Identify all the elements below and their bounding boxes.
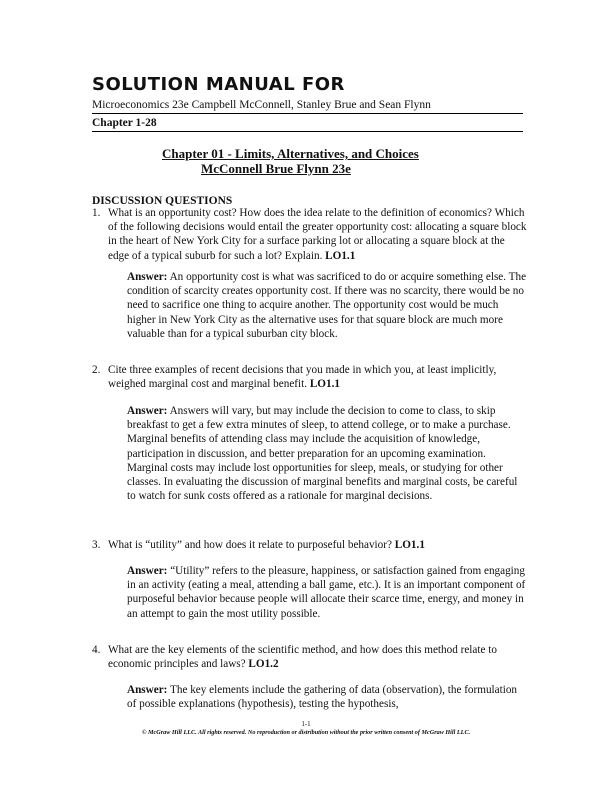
learning-objective: LO1.1 (325, 249, 356, 262)
answer-block (127, 564, 527, 621)
answer-text: Answers will vary, but may include the decision to come to class, to skip breakfast to get a few extra minutes of sleep, to attend college, or to make a purchase. Marginal benefits of attending class may include the acquisition of knowledge, participation in discussion, and better preparation for an upcoming examination. Marginal costs may include lost opportunities for sleep, meals, or studying for other classes. In evaluating the discussion of marginal benefits and marginal costs, be careful to watch for sunk costs offered as a rationale for marginal decisions. (127, 405, 518, 503)
question-number: 2. (92, 364, 101, 376)
chapter-range: Chapter 1-28 (92, 117, 157, 129)
learning-objective: LO1.1 (394, 539, 425, 551)
answer-block (127, 270, 527, 341)
learning-objective: LO1.1 (309, 378, 340, 391)
learning-objective: LO1.2 (248, 658, 279, 671)
section-heading: DISCUSSION QUESTIONS (92, 195, 233, 207)
answer-text: The key elements include the gathering of data (observation), the formulation of possible explanations (hypothesis), testing the hypothesis, (127, 684, 518, 711)
answer-label: Answer: (127, 271, 168, 283)
question-number: 3. (92, 539, 101, 551)
chapter-range-divider (92, 131, 523, 132)
answer-label: Answer: (127, 684, 168, 696)
question-body: What are the key elements of the scientific method, and how does this method relate to economic principles and laws? (108, 644, 497, 671)
chapter-title: Chapter 01 - Limits, Alternatives, and Choices (162, 146, 419, 161)
book-subtitle: Microeconomics 23e Campbell McConnell, Stanley Brue and Sean Flynn (92, 99, 431, 111)
header-divider (92, 113, 523, 114)
copyright-notice: © McGraw Hill LLC. All rights reserved. No reproduction or distribution without the prior written consent of McGraw Hill LLC. (141, 729, 471, 736)
question-number: 4. (92, 644, 101, 656)
question-number: 1. (92, 207, 101, 219)
answer-label: Answer: (127, 405, 168, 417)
question-text (108, 538, 528, 552)
question-text (108, 643, 528, 671)
question-text (108, 363, 528, 391)
answer-block (127, 404, 527, 503)
answer-block (127, 683, 527, 711)
answer-text: An opportunity cost is what was sacrificed to do or acquire something else. The condition of scarcity creates opportunity cost. If there was no scarcity, there would be no need to sacrifice one thing to acquire another. The opportunity cost would be much higher in New York City as the alternative uses for that square block are much more valuable than for a typical suburban city block. (127, 271, 527, 340)
question-body: What is an opportunity cost? How does the idea relate to the definition of economics? Which of the following decisions would entail the greater opportunity cost: allocating a square block in the heart of New York City for a surface parking lot or allocating a square block at the edge of a typical suburb for such a lot? Explain. (108, 207, 527, 262)
solution-manual-banner: SOLUTION MANUAL FOR (92, 74, 345, 95)
answer-label: Answer: (127, 565, 168, 577)
page-number: 1-1 (301, 720, 311, 728)
question-body: What is “utility” and how does it relate to purposeful behavior? (108, 539, 392, 551)
question-text (108, 206, 528, 263)
answer-text: “Utility” refers to the pleasure, happiness, or satisfaction gained from engaging in an activity (eating a meal, attending a ball game, etc.). It is an important component of purposeful behavior because people will allocate their scarce time, energy, and money in an attempt to gain the most utility possible. (127, 565, 526, 620)
question-body: Cite three examples of recent decisions that you made in which you, at least implicitly, weighed marginal cost and marginal benefit. (108, 364, 497, 391)
chapter-authors: McConnell Brue Flynn 23e (201, 161, 351, 176)
